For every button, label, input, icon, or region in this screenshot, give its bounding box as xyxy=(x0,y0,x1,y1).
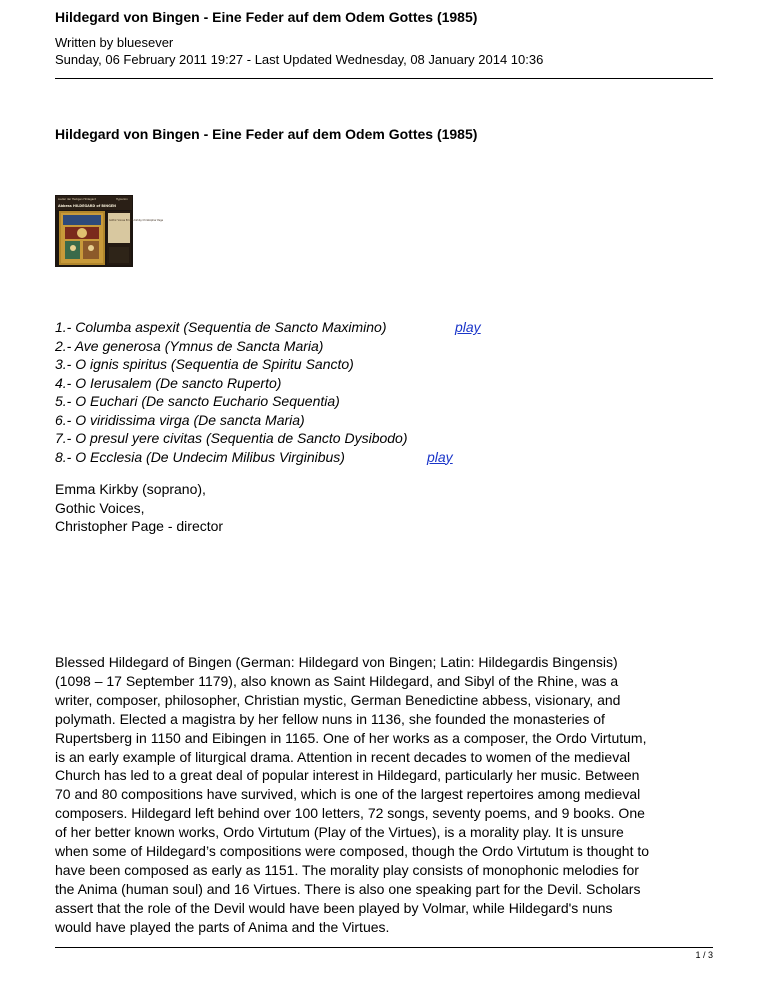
track-title: 5.- O Euchari (De sancto Euchario Sequentia) xyxy=(55,393,340,409)
header-meta xyxy=(55,34,713,68)
bio-line: would have played the parts of Anima and the Virtues. xyxy=(55,918,390,935)
track-item xyxy=(55,392,655,411)
header-author: Written by bluesever xyxy=(55,35,174,50)
footer-divider xyxy=(55,947,713,948)
cover-right-panel-text: Gothic Voices Emma Kirkby Christopher Page xyxy=(109,219,164,222)
cover-title-text: Abbess HILDEGARD of BINGEN xyxy=(58,204,117,208)
track-title: 1.- Columba aspexit (Sequentia de Sancto Maximino) xyxy=(55,319,387,335)
bio-line: the Anima (human soul) and 16 Virtues. There is also one speaking part for the Devil. Scholars xyxy=(55,880,641,897)
page-number: 1 / 3 xyxy=(695,950,713,960)
credits xyxy=(55,480,223,536)
cover-top-right-text: Hyperion xyxy=(116,198,128,201)
track-title: 7.- O presul yere civitas (Sequentia de Sancto Dysibodo) xyxy=(55,430,408,446)
header-dates: Sunday, 06 February 2011 19:27 - Last Updated Wednesday, 08 January 2014 10:36 xyxy=(55,52,544,67)
track-item xyxy=(55,355,655,374)
album-cover-image xyxy=(55,195,164,267)
tracklist xyxy=(55,318,655,466)
credit-line: Emma Kirkby (soprano), xyxy=(55,481,206,497)
track-item xyxy=(55,337,655,356)
play-link[interactable]: play xyxy=(455,319,481,335)
track-title: 2.- Ave generosa (Ymnus de Sancta Maria) xyxy=(55,337,324,354)
bio-line: composers. Hildegard left behind over 100 letters, 72 songs, seventy poems, and 9 books. One xyxy=(55,805,645,822)
bio-line: writer, composer, philosopher, Christian mystic, German Benedictine abbess, visionary, and xyxy=(55,691,621,708)
bio-line: Church has led to a great deal of popular interest in Hildegard, particularly her music. Between xyxy=(55,767,640,784)
track-title: 3.- O ignis spiritus (Sequentia de Spiritu Sancto) xyxy=(55,356,354,372)
track-item xyxy=(55,429,655,448)
track-title: 8.- O Ecclesia (De Undecim Milibus Virginibus) xyxy=(55,448,345,465)
track-item xyxy=(55,448,655,467)
bio-line: polymath. Elected a magistra by her fellow nuns in 1136, she founded the monasteries of xyxy=(55,710,605,727)
page-header xyxy=(55,8,713,68)
bio-line: of her better known works, Ordo Virtutum (Play of the Virtues), is a morality play. It is unsure xyxy=(55,824,624,841)
header-title: Hildegard von Bingen - Eine Feder auf dem Odem Gottes (1985) xyxy=(55,9,478,25)
bio-line: have been composed as early as 1151. The morality play consists of monophonic melodies for xyxy=(55,861,639,878)
track-title: 6.- O viridissima virga (De sancta Maria) xyxy=(55,411,305,428)
track-item xyxy=(55,374,655,393)
header-divider xyxy=(55,78,713,79)
bio-line: Rupertsberg in 1150 and Eibingen in 1165. One of her works as a composer, the Ordo Virtutum, xyxy=(55,729,647,746)
biography-paragraph xyxy=(55,653,715,937)
bio-line: 70 and 80 compositions have survived, which is one of the largest repertoires among medieval xyxy=(55,786,641,803)
article-title: Hildegard von Bingen - Eine Feder auf dem Odem Gottes (1985) xyxy=(55,126,478,142)
bio-line: assert that the role of the Devil would have been played by Volmar, while Hildegard's nuns xyxy=(55,899,613,916)
credit-line: Gothic Voices, xyxy=(55,499,145,516)
cover-top-left-text: Lieder der Heiligen Hildegard xyxy=(58,198,96,201)
track-item xyxy=(55,411,655,430)
album-cover-art xyxy=(55,195,164,267)
bio-line: Blessed Hildegard of Bingen (German: Hildegard von Bingen; Latin: Hildegardis Bingensis) xyxy=(55,654,618,670)
bio-line: when some of Hildegard’s compositions were composed, though the Ordo Virtutum is thought to xyxy=(55,843,650,860)
track-item xyxy=(55,318,655,337)
bio-line: (1098 – 17 September 1179), also known as Saint Hildegard, and Sibyl of the Rhine, was a xyxy=(55,672,619,689)
credit-line: Christopher Page - director xyxy=(55,518,224,534)
bio-line: is an early example of liturgical drama. Attention in recent decades to women of the medieval xyxy=(55,748,631,765)
play-link[interactable]: play xyxy=(427,448,453,465)
track-title: 4.- O Ierusalem (De sancto Ruperto) xyxy=(55,374,282,391)
